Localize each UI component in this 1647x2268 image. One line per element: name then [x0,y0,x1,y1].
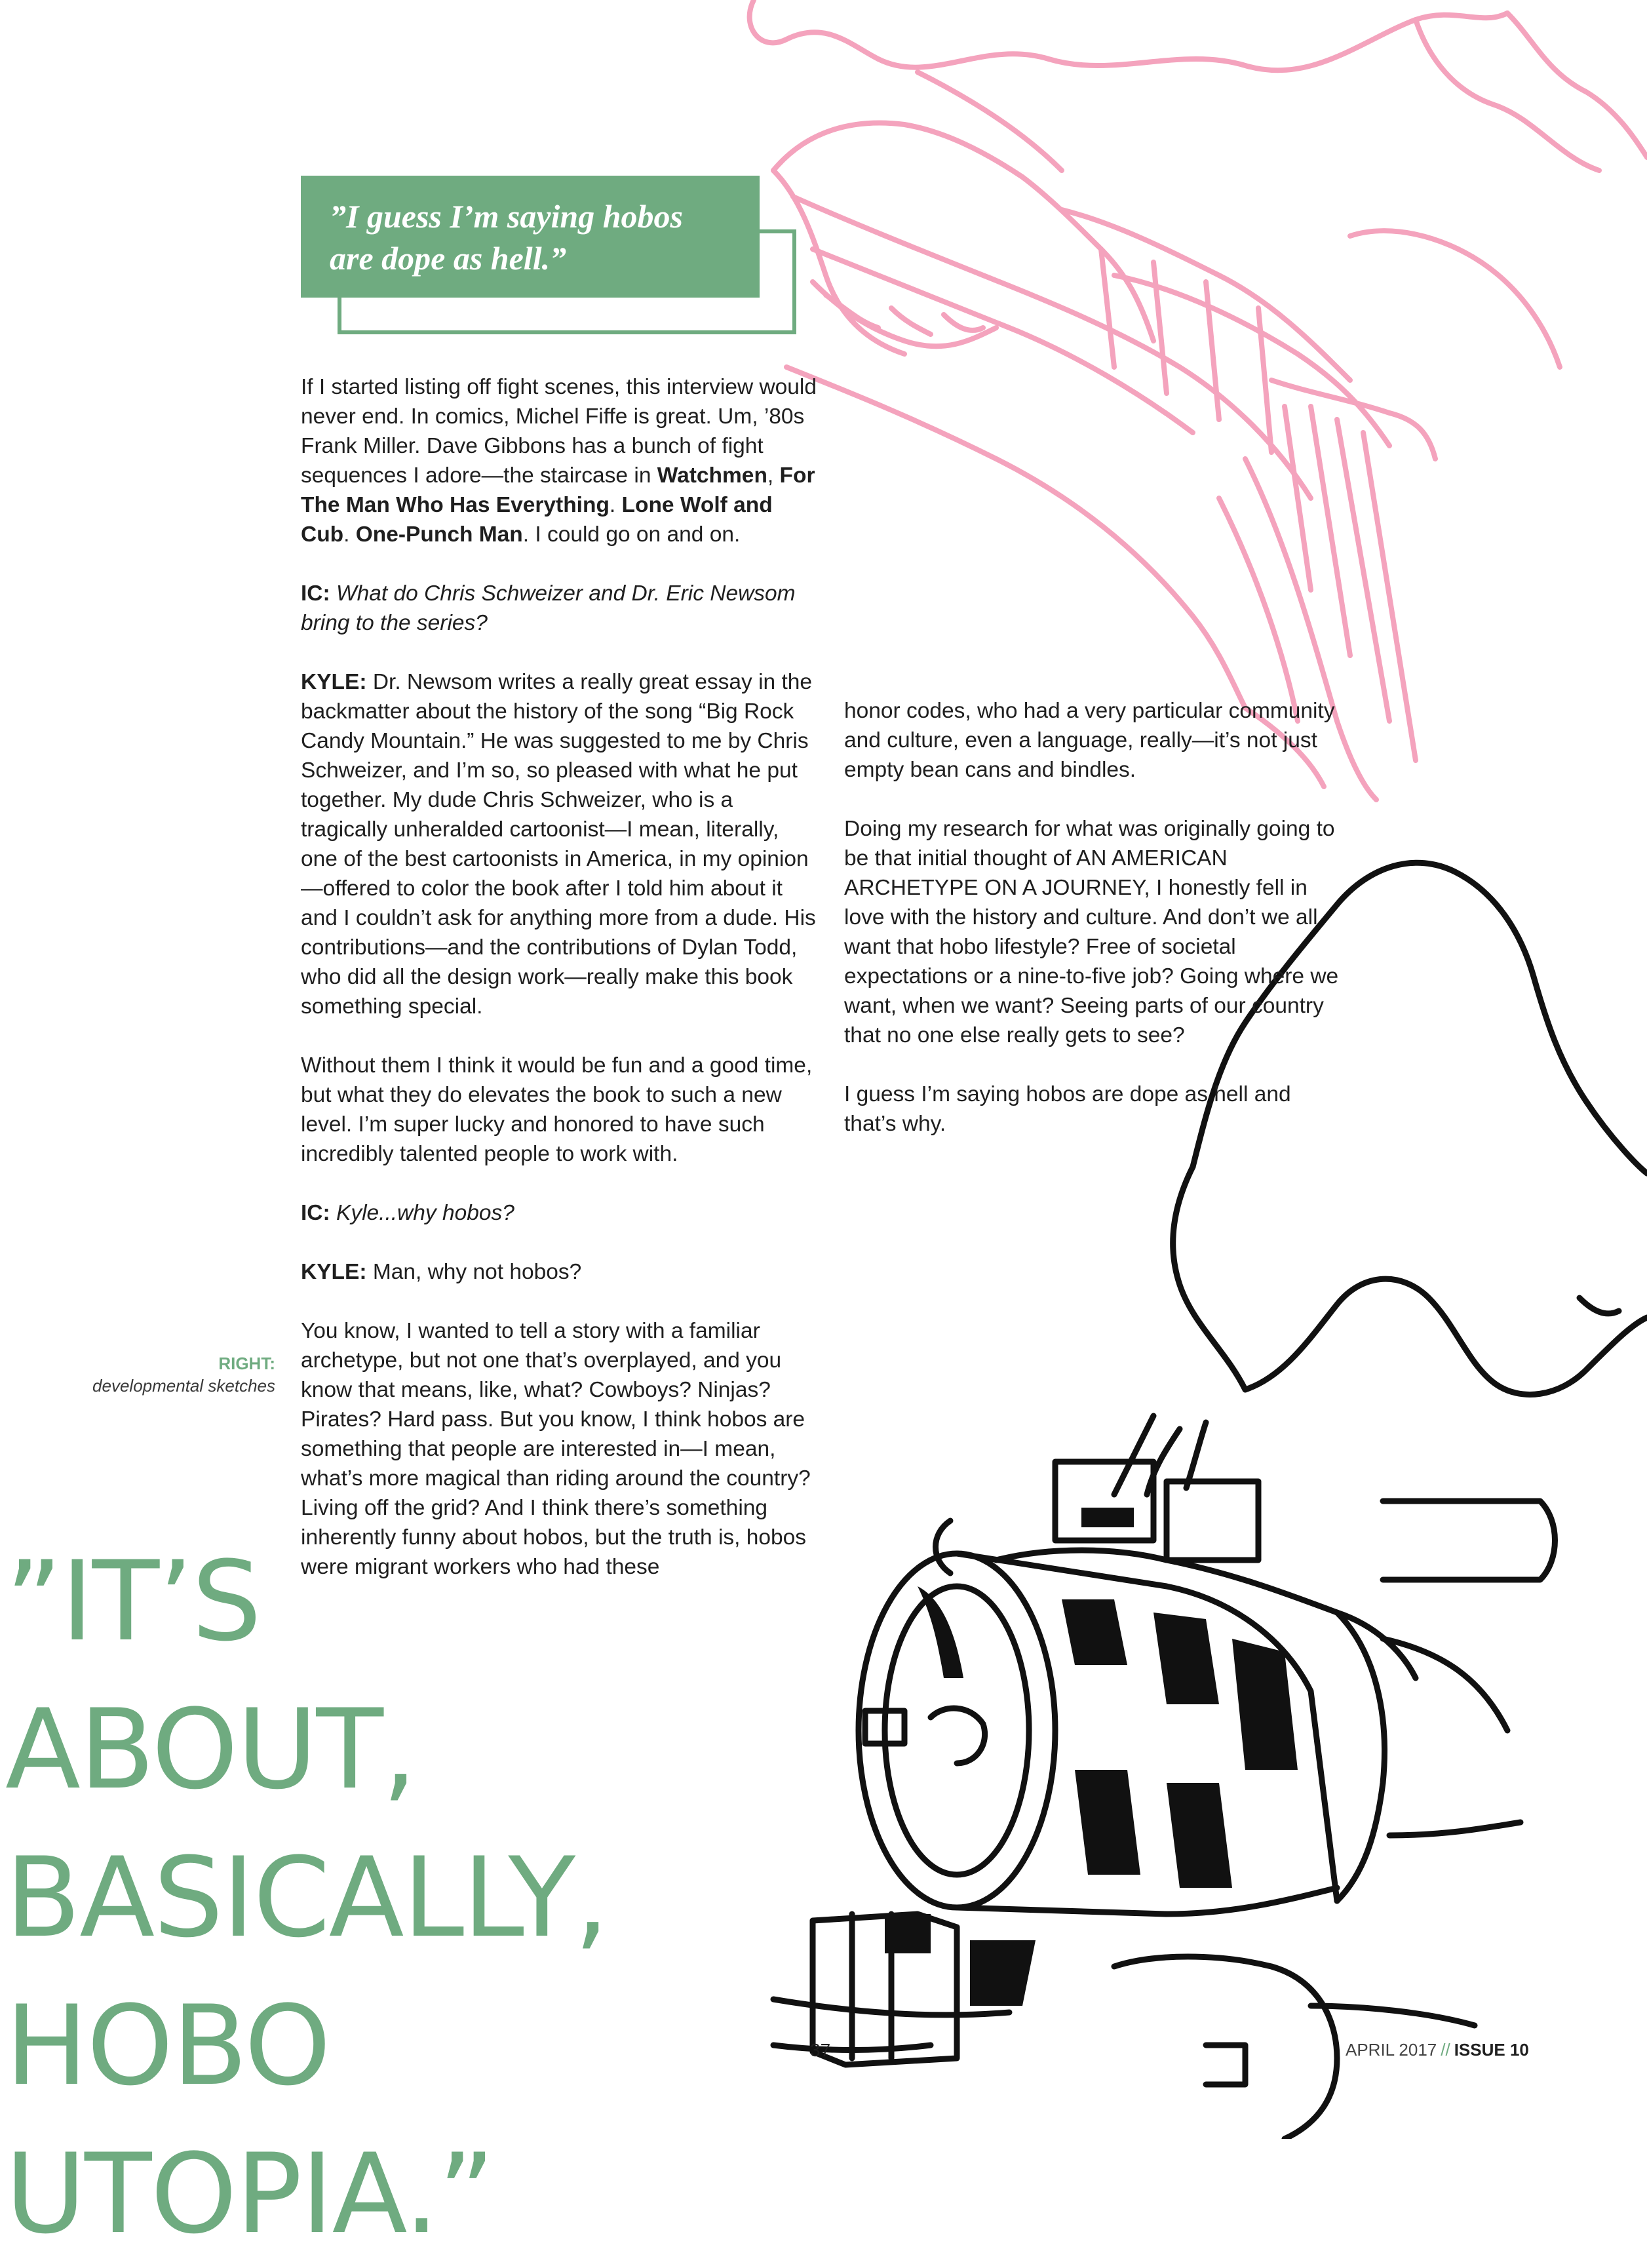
speaker-label: KYLE: [301,1260,367,1284]
text-span: . I could go on and on. [522,522,741,547]
title-for-the-man: For The Man Who Has Everything [301,463,815,517]
speaker-label: IC: [301,581,330,606]
big-quote-line: ABOUT, [5,1685,416,1814]
paragraph-dope: I guess I’m saying hobos are dope as hell and that’s why. [844,1082,1291,1136]
speaker-label: KYLE: [301,670,367,694]
answer-1 [301,667,819,1021]
pink-train-sketch [750,0,1647,800]
caption-text: developmental sketches [92,1376,275,1396]
question-text: What do Chris Schweizer and Dr. Eric Newsom bring to the series? [301,581,796,635]
issue-date: APRIL 2017 [1346,2040,1437,2060]
answer-text: Dr. Newsom writes a really great essay in the backmatter about the history of the song “Big Rock Candy Mountain.” He was suggested to me by Chris Schweizer, and I’m so, so pleased with what he put together. My dude Chris Schweizer, who is a tragically unheralded cartoonist—I mean, literally, one of the best cartoonists in America, in my opinion—offered to color the book after I told him about it and I couldn’t ask for anything more from a dude. His contributions—and the contributions of Dylan Todd, who did all the design work—really make this book something special. [301,670,816,1019]
image-caption [52,1352,275,1397]
big-quote-line: HOBO [5,1982,330,2110]
title-one-punch-man: One-Punch Man [355,522,523,547]
big-quote-line: ”IT’S [5,1537,261,1666]
issue-footer [1346,2040,1529,2060]
pull-quote: ”I guess I’m saying hobos are dope as hell.” [301,176,760,298]
article-column-2 [844,696,1349,1139]
answer-text: Man, why not hobos? [372,1260,582,1284]
text-span: . [609,493,622,517]
text-span: . [343,522,356,547]
answer-2 [301,1257,819,1287]
question-2 [301,1198,819,1228]
speaker-label: IC: [301,1201,330,1225]
paragraph-archetype: You know, I wanted to tell a story with a familiar archetype, but not one that’s overplayed, and you know that means, like, what? Cowboys? Ninjas? Pirates? Hard pass. But you know, I think hobos are something that people are interested in—I mean, what’s more magical than riding around the country? Living off the grid? And I think there’s something inherently funny about hobos, but the truth is, hobos were migrant workers who had these [301,1319,811,1579]
caption-label: RIGHT: [218,1354,275,1373]
big-quote-line: UTOPIA.” [5,2130,494,2258]
title-lone-wolf: Lone Wolf and Cub [301,493,773,547]
question-1 [301,579,819,638]
paragraph-honor-codes: honor codes, who had a very particular community and culture, even a language, really—it’s not just empty bean cans and bindles. [844,699,1335,782]
text-span: , [767,463,780,488]
locomotive-ink-fill [885,1508,1298,2006]
title-watchmen: Watchmen [657,463,767,488]
question-text: Kyle...why hobos? [336,1201,514,1225]
paragraph-fight-scenes [301,372,819,549]
big-quote-line: BASICALLY, [5,1833,608,1962]
text-span: If I started listing off fight scenes, this interview would never end. In comics, Michel Fiffe is great. Um, ’80s Frank Miller. Dave Gibbons has a bunch of fight sequences I adore—the staircase in [301,375,817,488]
big-pull-quote [5,1527,661,2268]
article-column-1 [301,372,819,1582]
paragraph-research: Doing my research for what was originally going to be that initial thought of AN AMERICAN ARCHETYPE ON A JOURNEY, I honestly fell in love with the history and culture. And don’t we all want that hobo lifestyle? Free of societal expectations or a nine-to-five job? Going where we want, when we want? Seeing parts of our country that no one else really gets to see? [844,817,1339,1047]
issue-separator: // [1441,2040,1450,2060]
issue-number: ISSUE 10 [1454,2040,1529,2060]
page-number: 37 [810,2040,831,2060]
paragraph-elevates: Without them I think it would be fun and a good time, but what they do elevates the book to such a new level. I’m super lucky and honored to have such incredibly talented people to work with. [301,1053,813,1166]
